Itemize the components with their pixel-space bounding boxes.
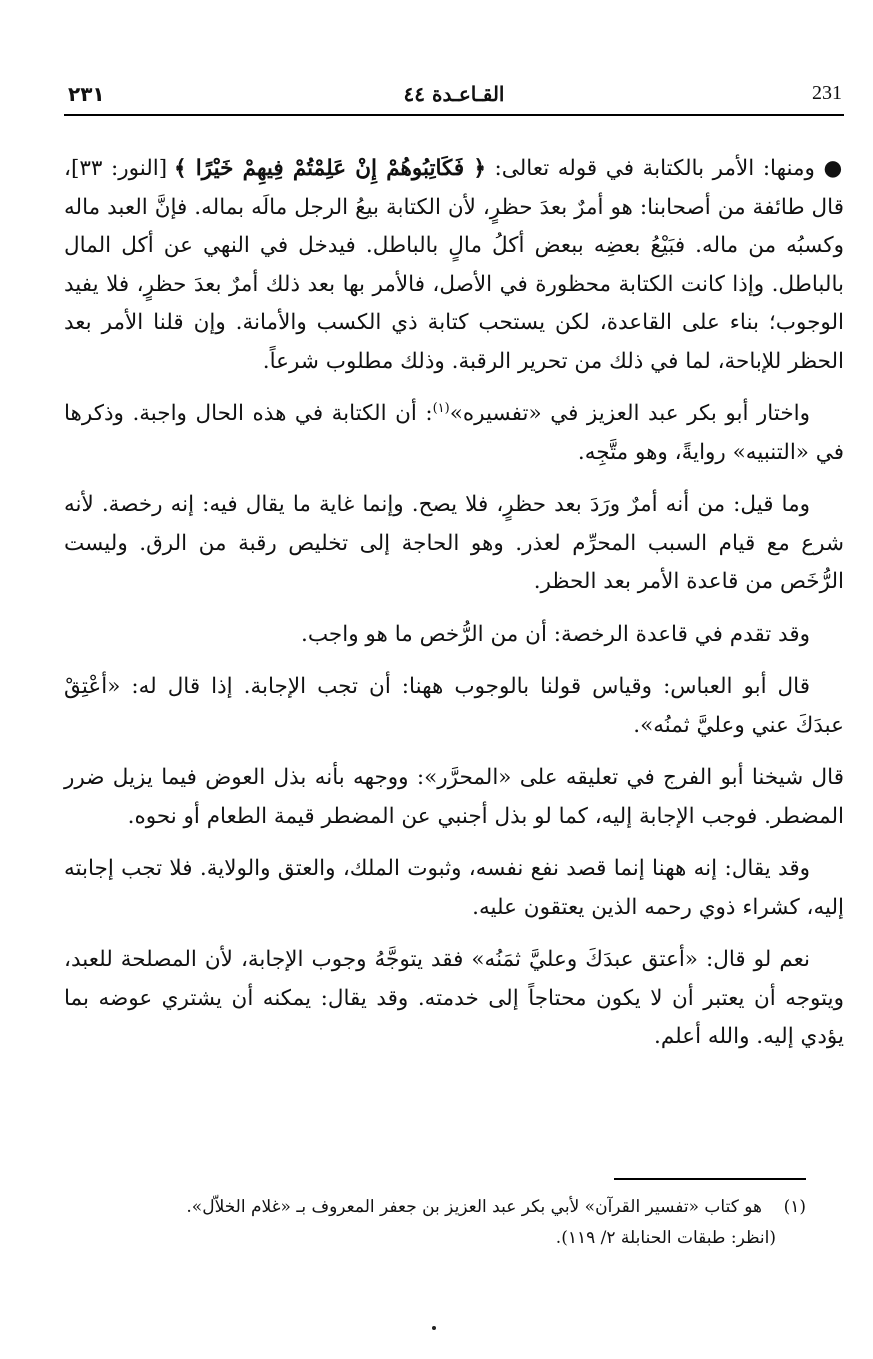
paragraph-3: وما قيل: من أنه أمرٌ ورَدَ بعد حظرٍ، فلا يصح. وإنما غاية ما يقال فيه: إنه رخصة. لأنه شرع مع قيام السبب المحرِّم لعذر. وهو الحاجة إلى تخليص رقبة من الرق. وليست الرُّخَص من قاعدة الأمر بعد الحظر. [64, 492, 844, 594]
footnote-line-1 [64, 1192, 806, 1223]
paragraph-4: وقد تقدم في قاعدة الرخصة: أن من الرُّخص ما هو واجب. [300, 621, 810, 647]
footnote-line-2: (انظر: طبقات الحنابلة ٢/ ١١٩). [555, 1228, 776, 1248]
paragraph-8: نعم لو قال: «أعتق عبدَكَ وعليَّ ثمَنُه» فقد يتوجَّهُ وجوب الإجابة، لأن المصلحة للعبد، ويتوجه أن يعتبر أن لا يكون محتاجاً إلى خدمته. وقد يقال: يمكنه أن يشتري عوضه بما يؤدي إليه. والله أعلم. [64, 947, 844, 1049]
paragraph-text: واختار أبو بكر عبد العزيز في «تفسيره» [449, 401, 810, 426]
main-text [64, 150, 844, 1071]
footnote-text: هو كتاب «تفسير القرآن» لأبي بكر عبد العزيز بن جعفر المعروف بـ «غلام الخلاّل». [186, 1197, 762, 1217]
running-title: القـاعـدة ٤٤ [403, 82, 505, 106]
footnote [64, 1192, 806, 1254]
page-header [64, 82, 844, 116]
paragraph-6: قال شيخنا أبو الفرج في تعليقه على «المحرَّر»: ووجهه بأنه بذل العوض فيما يزيل ضرر المضطر. فوجب الإجابة إليه، كما لو بذل أجنبي عن المضطر قيمة الطعام أو نحوه. [64, 765, 844, 829]
paragraph-1 [64, 150, 844, 381]
page-number-latin: 231 [812, 82, 842, 104]
footnote-separator [614, 1178, 806, 1180]
page-mark [432, 1326, 436, 1330]
paragraph-5: قال أبو العباس: وقياس قولنا بالوجوب ههنا: أن تجب الإجابة. إذا قال له: «أعْتِقْ عبدَكَ عني وعليَّ ثمنُه». [64, 674, 844, 738]
paragraph-text: : أن الكتابة في هذه الحال واجبة. وذكرها في «التنبيه» روايةً، وهو متَّجِه. [64, 401, 844, 465]
paragraph-lead: ومنها: الأمر بالكتابة في قوله تعالى: [485, 156, 824, 181]
paragraph-text: [النور: ٣٣]، قال طائفة من أصحابنا: هو أمرٌ بعدَ حظرٍ، لأن الكتابة بيعُ الرجل مالَه بماله. فإنَّ العبد ماله وكسبُه من ماله. فبَيْعُ بعضِه ببعض أكلُ مالٍ بالباطل. فيدخل في النهي عن أكل المال بالباطل. وإذا كانت الكتابة محظورة في الأصل، فالأمر بها بعد ذلك أمرٌ بعدَ حظرٍ، فلا يفيد الوجوب؛ بناء على القاعدة، لكن يستحب كتابة ذي الكسب والأمانة. وإن قلنا الأمر بعد الحظر للإباحة، لما في ذلك من تحرير الرقبة. وذلك مطلوب شرعاً. [64, 156, 844, 374]
footnote-reference[interactable]: (١) [432, 400, 450, 416]
paragraph-7: وقد يقال: إنه ههنا إنما قصد نفع نفسه، وثبوت الملك، والعتق والولاية. فلا تجب إجابته إليه، كشراء ذوي رحمه الذين يعتقون عليه. [64, 856, 844, 920]
page-number-arabic: ٢٣١ [68, 82, 105, 106]
quran-verse: ﴿ فَكَاتِبُوهُمْ إِنْ عَلِمْتُمْ فِيهِمْ خَيْرًا ﴾ [173, 156, 486, 181]
footnote-marker: (١) [783, 1197, 806, 1217]
paragraph-2 [64, 395, 844, 472]
bullet-icon: ● [823, 156, 844, 181]
